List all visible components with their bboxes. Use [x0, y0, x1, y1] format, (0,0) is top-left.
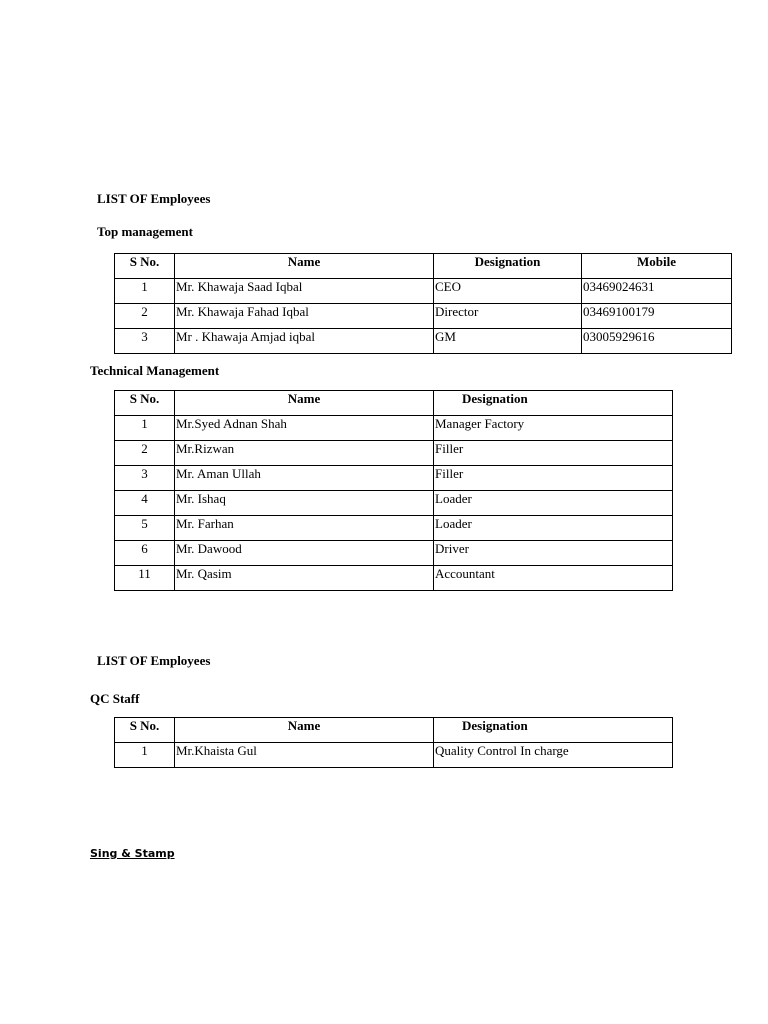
table-row	[115, 491, 673, 516]
column-header-sno: S No.	[115, 718, 175, 743]
column-header-sno: S No.	[115, 391, 175, 416]
cell-sno: 1	[115, 416, 175, 441]
table-row	[115, 541, 673, 566]
table-row	[115, 329, 732, 354]
cell-name: Mr. Farhan	[175, 516, 434, 541]
list-title: LIST OF Employees	[97, 191, 211, 206]
table-row	[115, 279, 732, 304]
cell-designation: CEO	[434, 279, 582, 304]
cell-sno: 2	[115, 304, 175, 329]
cell-name: Mr. Khawaja Saad Iqbal	[175, 279, 434, 304]
cell-name: Mr.Khaista Gul	[175, 743, 434, 768]
table-header-row	[115, 254, 732, 279]
cell-sno: 3	[115, 466, 175, 491]
cell-designation: Driver	[434, 541, 673, 566]
cell-sno: 5	[115, 516, 175, 541]
table-row	[115, 416, 673, 441]
cell-designation: Filler	[434, 441, 673, 466]
section-title-technical-management: Technical Management	[90, 363, 220, 378]
cell-name: Mr. Khawaja Fahad Iqbal	[175, 304, 434, 329]
cell-sno: 6	[115, 541, 175, 566]
cell-designation: GM	[434, 329, 582, 354]
cell-sno: 4	[115, 491, 175, 516]
table-header-row	[115, 391, 673, 416]
cell-designation: Director	[434, 304, 582, 329]
cell-name: Mr. Ishaq	[175, 491, 434, 516]
table-row	[115, 304, 732, 329]
column-header-designation: Designation	[434, 391, 673, 416]
cell-name: Mr.Syed Adnan Shah	[175, 416, 434, 441]
cell-mobile: 03005929616	[582, 329, 732, 354]
technical-management-table	[114, 390, 673, 591]
top-management-table	[114, 253, 732, 354]
cell-name: Mr. Dawood	[175, 541, 434, 566]
cell-name: Mr . Khawaja Amjad iqbal	[175, 329, 434, 354]
cell-designation: Manager Factory	[434, 416, 673, 441]
cell-designation: Accountant	[434, 566, 673, 591]
column-header-name: Name	[175, 391, 434, 416]
qc-staff-table	[114, 717, 673, 768]
column-header-designation: Designation	[434, 254, 582, 279]
column-header-mobile: Mobile	[582, 254, 732, 279]
column-header-sno: S No.	[115, 254, 175, 279]
table-row	[115, 516, 673, 541]
cell-designation: Quality Control In charge	[434, 743, 673, 768]
table-row	[115, 441, 673, 466]
cell-sno: 2	[115, 441, 175, 466]
column-header-name: Name	[175, 718, 434, 743]
section-title-top-management: Top management	[97, 224, 193, 239]
cell-sno: 1	[115, 743, 175, 768]
cell-name: Mr.Rizwan	[175, 441, 434, 466]
column-header-name: Name	[175, 254, 434, 279]
list-title: LIST OF Employees	[97, 653, 211, 668]
cell-mobile: 03469100179	[582, 304, 732, 329]
table-row	[115, 743, 673, 768]
cell-designation: Loader	[434, 491, 673, 516]
cell-sno: 1	[115, 279, 175, 304]
table-header-row	[115, 718, 673, 743]
sign-stamp-label: Sing & Stamp	[90, 847, 175, 860]
cell-name: Mr. Qasim	[175, 566, 434, 591]
table-row	[115, 466, 673, 491]
cell-sno: 11	[115, 566, 175, 591]
cell-sno: 3	[115, 329, 175, 354]
section-title-qc-staff: QC Staff	[90, 691, 140, 706]
cell-mobile: 03469024631	[582, 279, 732, 304]
table-row	[115, 566, 673, 591]
column-header-designation: Designation	[434, 718, 673, 743]
cell-designation: Loader	[434, 516, 673, 541]
cell-name: Mr. Aman Ullah	[175, 466, 434, 491]
cell-designation: Filler	[434, 466, 673, 491]
